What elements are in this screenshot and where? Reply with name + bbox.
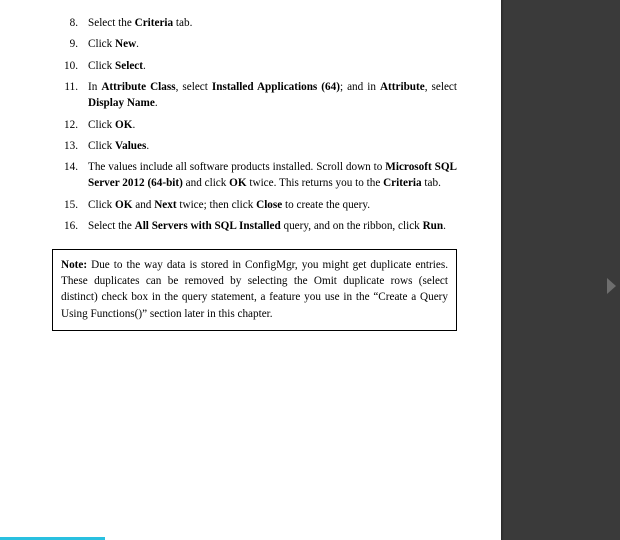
list-item (52, 59, 457, 75)
step-text (88, 160, 457, 192)
plain-text: Click (88, 59, 116, 72)
plain-text: and click (182, 177, 230, 190)
emphasis-text: All Servers with SQL Installed (134, 220, 281, 233)
emphasis-text: Run (422, 220, 444, 233)
emphasis-text: Close (256, 198, 283, 211)
step-number: 10. (64, 59, 78, 72)
plain-text: query, and on the ribbon, click (280, 220, 423, 233)
step-number: 15. (64, 198, 78, 211)
emphasis-text: Criteria (134, 17, 174, 29)
step-text (88, 80, 457, 112)
step-number: 9. (69, 38, 78, 51)
plain-text: tab. (421, 177, 441, 190)
page-edge-shadow (501, 0, 504, 540)
step-text (88, 139, 457, 155)
plain-text: to create the query. (282, 198, 371, 211)
plain-text: Click (88, 139, 116, 152)
plain-text: Click (88, 38, 116, 51)
list-item (52, 139, 457, 155)
plain-text: . (143, 59, 146, 72)
emphasis-text: Select (115, 59, 143, 72)
plain-text: tab. (173, 17, 193, 29)
step-text (88, 16, 457, 32)
page-content (52, 16, 457, 331)
emphasis-text: Attribute Class (101, 81, 176, 94)
plain-text: In (88, 81, 102, 94)
plain-text: twice. This returns you to the (246, 177, 384, 190)
plain-text: ; and in (339, 81, 380, 94)
emphasis-text: Display Name (88, 97, 155, 110)
note-text: Due to the way data is stored in ConfigMgr, you might get duplicate entries. These duplicates can be removed by selecting the Omit duplicate rows (select distinct) check box in the query statement, a feature you use in the “Create a Query Using Functions()” section later in this chapter. (61, 258, 448, 320)
emphasis-text: Installed Applications (64) (211, 81, 340, 94)
list-item (52, 160, 457, 192)
step-number: 16. (64, 220, 78, 233)
plain-text: Click (88, 118, 116, 131)
list-item (52, 118, 457, 134)
step-number: 11. (64, 81, 78, 94)
step-number: 14. (64, 161, 78, 174)
plain-text: , select (175, 81, 212, 94)
plain-text: . (154, 97, 158, 110)
step-number: 8. (69, 17, 78, 29)
plain-text: . (443, 220, 446, 233)
list-item (52, 80, 457, 112)
numbered-step-list (52, 16, 457, 235)
note-callout-box (52, 249, 457, 331)
plain-text: The values include all software products installed. Scroll down to (88, 161, 386, 174)
emphasis-text: Values (115, 139, 147, 152)
list-item (52, 198, 457, 214)
emphasis-text: Microsoft SQL Server 2012 (64-bit) (88, 161, 457, 190)
chevron-right-icon[interactable] (607, 278, 616, 294)
list-item (52, 219, 457, 235)
plain-text: . (136, 38, 139, 51)
emphasis-text: OK (115, 198, 133, 211)
plain-text: Select the (88, 220, 135, 233)
plain-text: Click (88, 198, 116, 211)
step-text (88, 37, 457, 53)
emphasis-text: Attribute (379, 81, 425, 94)
viewer-scroll-area[interactable] (604, 0, 620, 540)
plain-text: . (146, 139, 150, 152)
step-number: 12. (64, 118, 78, 131)
emphasis-text: OK (115, 118, 133, 131)
step-text (88, 59, 457, 75)
step-text (88, 219, 457, 235)
note-label: Note: (61, 258, 88, 271)
emphasis-text: Next (154, 198, 177, 211)
list-item (52, 37, 457, 53)
emphasis-text: OK (229, 177, 247, 190)
step-text (88, 198, 457, 214)
plain-text: Select the (88, 17, 135, 29)
emphasis-text: Criteria (383, 177, 422, 190)
plain-text: and (132, 198, 155, 211)
step-number: 13. (64, 139, 78, 152)
emphasis-text: New (115, 38, 137, 51)
plain-text: twice; then click (176, 198, 257, 211)
list-item (52, 16, 457, 32)
plain-text: , select (424, 81, 458, 94)
step-text (88, 118, 457, 134)
plain-text: . (132, 118, 136, 131)
